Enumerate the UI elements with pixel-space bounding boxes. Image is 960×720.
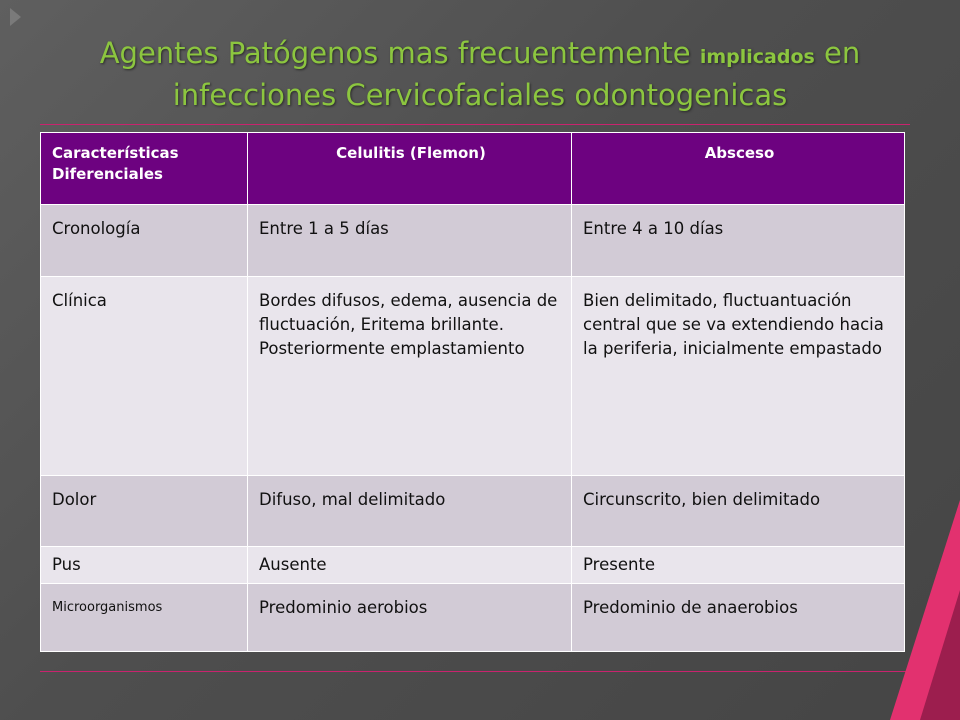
title-small-word: implicados bbox=[699, 46, 815, 68]
celulitis-cell: Ausente bbox=[248, 547, 572, 584]
celulitis-cell: Predominio aerobios bbox=[248, 584, 572, 652]
celulitis-cell: Difuso, mal delimitado bbox=[248, 476, 572, 547]
absceso-cell: Predominio de anaerobios bbox=[572, 584, 905, 652]
corner-accent-shadow bbox=[920, 590, 960, 720]
nav-arrow-icon bbox=[10, 8, 21, 26]
absceso-cell: Presente bbox=[572, 547, 905, 584]
table-header-row bbox=[41, 133, 905, 205]
table-row bbox=[41, 584, 905, 652]
absceso-cell: Circunscrito, bien delimitado bbox=[572, 476, 905, 547]
table-row bbox=[41, 205, 905, 277]
header-celulitis: Celulitis (Flemon) bbox=[248, 133, 572, 205]
page-title bbox=[30, 34, 930, 114]
header-absceso: Absceso bbox=[572, 133, 905, 205]
celulitis-cell: Entre 1 a 5 días bbox=[248, 205, 572, 277]
table-row bbox=[41, 547, 905, 584]
title-part-2: en infecciones Cervicofaciales odontogenicas bbox=[172, 36, 861, 112]
top-divider bbox=[40, 124, 910, 125]
row-label: Cronología bbox=[41, 205, 248, 277]
absceso-cell: Entre 4 a 10 días bbox=[572, 205, 905, 277]
title-part-1: Agentes Patógenos mas frecuentemente bbox=[99, 36, 700, 70]
row-label: Pus bbox=[41, 547, 248, 584]
table-row bbox=[41, 476, 905, 547]
celulitis-cell: Bordes difusos, edema, ausencia de fluctuación, Eritema brillante. Posteriormente emplastamiento bbox=[248, 277, 572, 476]
table-row bbox=[41, 277, 905, 476]
row-label: Clínica bbox=[41, 277, 248, 476]
header-caracteristicas: Características Diferenciales bbox=[41, 133, 248, 205]
comparison-table bbox=[40, 132, 905, 652]
row-label: Microorganismos bbox=[41, 584, 248, 652]
absceso-cell: Bien delimitado, fluctuantuación central que se va extendiendo hacia la periferia, inicialmente empastado bbox=[572, 277, 905, 476]
bottom-divider bbox=[40, 671, 910, 672]
row-label: Dolor bbox=[41, 476, 248, 547]
